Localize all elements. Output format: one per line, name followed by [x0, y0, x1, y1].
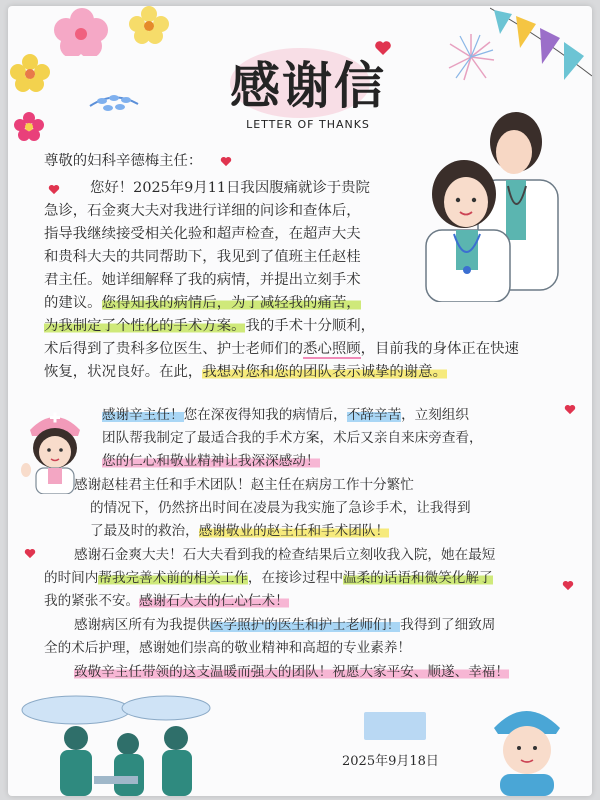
highlighted-text: 悉心照顾 [303, 341, 361, 357]
letter-line [44, 567, 493, 590]
letter-text: 了最及时的救治， [90, 523, 199, 539]
letter-line [102, 427, 483, 450]
letter-date: 2025年9月18日 [342, 754, 439, 769]
letter-line [90, 520, 389, 543]
letter-text: ，立刻组织 [401, 407, 470, 423]
letter-line [74, 474, 414, 497]
letter-text: 尊敬的妇科辛德梅主任： [44, 153, 203, 169]
letter-line [44, 338, 519, 361]
letter-text: 我的紧张不安。 [44, 593, 140, 609]
letter-line [102, 404, 469, 427]
letter-text: ，目前我的身体正在快速 [360, 341, 519, 357]
letter-text: 术后得到了贵科多位医生、护士老师们的 [44, 341, 304, 357]
letter-text: 的时间内 [44, 570, 99, 586]
letter-text: 的建议。 [44, 295, 102, 311]
letter-text: 感谢石金爽大夫！石大夫看到我的检查结果后立刻收我入院，她在最短 [74, 547, 496, 563]
highlighted-text: 医学照护的医生和护士老师们！ [209, 617, 401, 633]
highlighted-text: 不辞辛苦 [346, 407, 402, 423]
highlighted-text: 您的仁心和敬业精神让我深深感动！ [102, 453, 320, 469]
letter-text: 和贵科大夫的共同帮助下，我见到了值班主任赵桂 [44, 249, 361, 265]
letter-line [44, 200, 361, 223]
signature-redaction [364, 712, 426, 740]
highlighted-text: 致敬辛主任带领的这支温暖而强大的团队！祝愿大家平安、顺遂、幸福！ [74, 664, 509, 680]
letter-line [44, 315, 375, 338]
letter-line [90, 497, 471, 520]
letter-line [44, 637, 411, 660]
letter-text: 君主任。她详细解释了我的病情，并提出立刻手术 [44, 272, 361, 288]
highlighted-text: 温柔的话语和微笑化解了 [343, 570, 493, 586]
letter-text: 急诊，石金爽大夫对我进行详细的问诊和查体后， [44, 203, 361, 219]
letter-line [74, 614, 495, 637]
letter-line [44, 590, 289, 613]
highlighted-text: 我想对您和您的团队表示诚挚的谢意。 [202, 364, 447, 380]
letter-text: 我得到了细致周 [400, 617, 496, 633]
letter-line [102, 450, 320, 473]
letter-line [44, 246, 361, 269]
letter-text: 指导我继续接受相关化验和超声检查，在超声大夫 [44, 226, 361, 242]
letter-subtitle: LETTER OF THANKS [246, 118, 370, 131]
letter-line [44, 223, 361, 246]
highlighted-text: 帮我完善术前的相关工作 [98, 570, 248, 586]
letter-text: 恢复，状况良好。在此， [44, 364, 203, 380]
letter-text: 全的术后护理，感谢她们崇高的敬业精神和高超的专业素养！ [44, 640, 412, 656]
letter-text: 我的手术十分顺利， [245, 318, 376, 334]
letter-text: 感谢病区所有为我提供 [74, 617, 210, 633]
letter-text: 团队帮我制定了最适合我的手术方案，术后又亲自来床旁查看， [102, 430, 483, 446]
highlighted-text: 感谢石大夫的仁心仁术！ [139, 593, 289, 609]
letter-text: 您好！2025年9月11日我因腹痛就诊于贵院 [90, 180, 370, 196]
letter-line [44, 150, 202, 173]
letter-line [44, 269, 361, 292]
letter-text: 感谢赵桂君主任和手术团队！赵主任在病房工作十分繁忙 [74, 477, 414, 493]
letter-line [44, 361, 447, 384]
letter-line [74, 544, 495, 567]
letter-paper [8, 6, 592, 796]
letter-text: 您在深夜得知我的病情后， [183, 407, 347, 423]
highlighted-text: 感谢敬业的赵主任和手术团队！ [198, 523, 390, 539]
letter-title: 感谢信 [230, 57, 386, 115]
letter-line [90, 177, 370, 200]
letter-line [44, 292, 361, 315]
letter-line [74, 661, 509, 684]
highlighted-text: 为我制定了个性化的手术方案。 [44, 318, 246, 334]
highlighted-text: 您得知我的病情后，为了减轻我的痛苦， [101, 295, 361, 311]
letter-body [8, 6, 592, 796]
letter-text: ，在接诊过程中 [247, 570, 344, 586]
letter-text: 的情况下，仍然挤出时间在凌晨为我实施了急诊手术，让我得到 [90, 500, 471, 516]
highlighted-text: 感谢辛主任！ [102, 407, 184, 423]
